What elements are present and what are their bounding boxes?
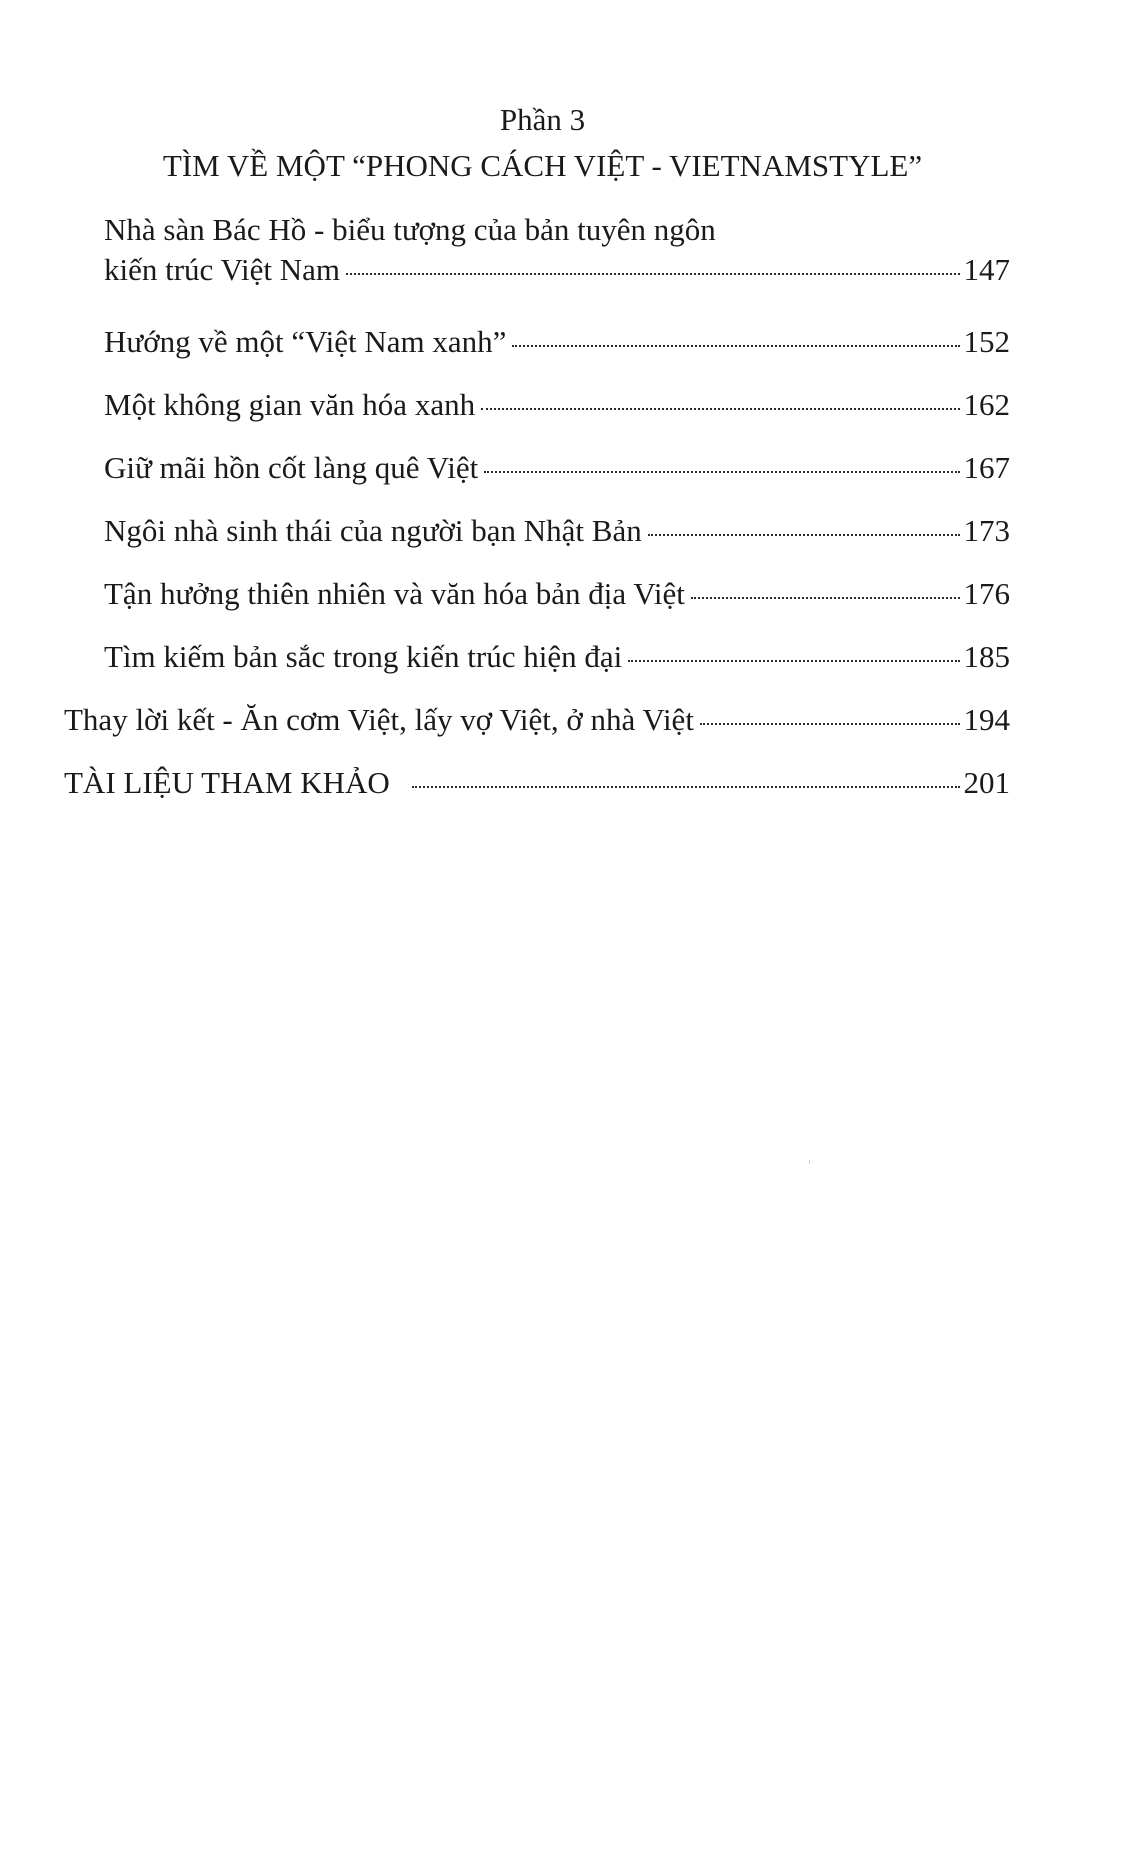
paper-speck xyxy=(809,1160,810,1164)
dot-leader xyxy=(346,273,959,275)
toc-entry-line xyxy=(104,574,1010,614)
toc-entry-title: Hướng về một “Việt Nam xanh” xyxy=(104,324,507,359)
toc-entry-line xyxy=(104,448,1010,488)
toc-entry-line xyxy=(104,637,1010,677)
toc-entry xyxy=(104,574,1010,614)
toc-page-number: 167 xyxy=(963,450,1010,485)
toc-entry-line xyxy=(64,763,1010,803)
toc-entry xyxy=(104,385,1010,425)
dot-leader xyxy=(484,471,959,473)
dot-leader xyxy=(481,408,959,410)
dot-leader xyxy=(648,534,960,536)
dot-leader xyxy=(628,660,959,662)
part-label: Phần 3 xyxy=(499,102,586,137)
dot-leader xyxy=(512,345,959,347)
toc-entry xyxy=(104,448,1010,488)
toc-entry-line xyxy=(64,700,1010,740)
toc-page-number: 162 xyxy=(963,387,1010,422)
toc-entry xyxy=(104,637,1010,677)
dot-leader xyxy=(412,786,960,788)
toc-entry-line xyxy=(104,250,1010,290)
toc-entry xyxy=(64,763,1010,803)
toc-entry-title-line1: Nhà sàn Bác Hồ - biểu tượng của bản tuyên ngôn xyxy=(104,212,716,247)
toc-entry-title: Thay lời kết - Ăn cơm Việt, lấy vợ Việt, ở nhà Việt xyxy=(64,702,694,737)
toc-page-number: 176 xyxy=(963,576,1010,611)
toc-entry-title: Giữ mãi hồn cốt làng quê Việt xyxy=(104,450,479,485)
toc-entry-line xyxy=(104,385,1010,425)
toc-entry-line xyxy=(104,511,1010,551)
toc-entry xyxy=(64,700,1010,740)
toc-entry xyxy=(104,210,1010,290)
toc-entry xyxy=(104,322,1010,362)
toc-entry-title: Tận hưởng thiên nhiên và văn hóa bản địa Việt xyxy=(104,576,685,611)
toc-entry-title: Tìm kiếm bản sắc trong kiến trúc hiện đại xyxy=(104,639,623,674)
toc-entry-title: kiến trúc Việt Nam xyxy=(104,252,341,287)
dot-leader xyxy=(691,597,960,599)
toc-entry-line xyxy=(104,322,1010,362)
part-title: TÌM VỀ MỘT “PHONG CÁCH VIỆT - VIETNAMSTYLE” xyxy=(162,148,923,183)
toc-page-number: 173 xyxy=(963,513,1010,548)
toc-entry-title: Ngôi nhà sinh thái của người bạn Nhật Bản xyxy=(104,513,642,548)
toc-page-number: 194 xyxy=(963,702,1010,737)
toc-page-number: 185 xyxy=(963,639,1010,674)
toc-page-number: 201 xyxy=(963,765,1010,800)
toc-page-number: 152 xyxy=(963,324,1010,359)
dot-leader xyxy=(700,723,960,725)
toc-page-number: 147 xyxy=(963,252,1010,287)
toc-entry-title: Một không gian văn hóa xanh xyxy=(104,387,476,422)
toc-entry xyxy=(104,511,1010,551)
toc-entry-title: TÀI LIỆU THAM KHẢO xyxy=(64,765,390,800)
